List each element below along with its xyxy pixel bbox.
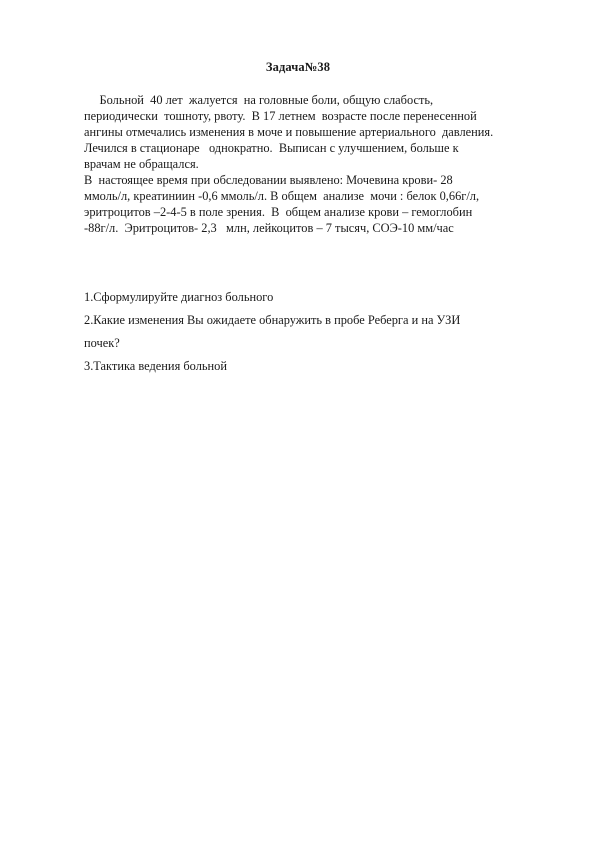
case-line: -88г/л. Эритроцитов- 2,3 млн, лейкоцитов – 7 тысяч, СОЭ-10 мм/час bbox=[84, 221, 454, 235]
question-item: почек? bbox=[84, 336, 120, 350]
task-title: Задача№38 bbox=[265, 60, 331, 74]
case-line: Больной 40 лет жалуется на головные боли, общую слабость, bbox=[84, 93, 434, 107]
case-line: периодически тошноту, рвоту. В 17 летнем возрасте после перенесенной bbox=[84, 109, 477, 123]
case-line: В настоящее время при обследовании выявлено: Мочевина крови- 28 bbox=[84, 173, 453, 187]
case-line: ангины отмечались изменения в моче и повышение артериального давления. bbox=[84, 125, 494, 139]
question-item: 3.Тактика ведения больной bbox=[84, 359, 227, 373]
case-description bbox=[84, 92, 554, 236]
case-line: эритроцитов –2-4-5 в поле зрения. В общем анализе крови – гемоглобин bbox=[84, 205, 473, 219]
case-line: врачам не обращался. bbox=[84, 157, 199, 171]
question-item: 1.Сформулируйте диагноз больного bbox=[84, 290, 274, 304]
case-line: Лечился в стационаре однократно. Выписан с улучшением, больше к bbox=[84, 141, 459, 155]
question-item: 2.Какие изменения Вы ожидаете обнаружить в пробе Реберга и на УЗИ bbox=[84, 313, 461, 327]
questions-list bbox=[84, 286, 554, 378]
case-line: ммоль/л, креатиниин -0,6 ммоль/л. В общем анализе мочи : белок 0,66г/л, bbox=[84, 189, 480, 203]
